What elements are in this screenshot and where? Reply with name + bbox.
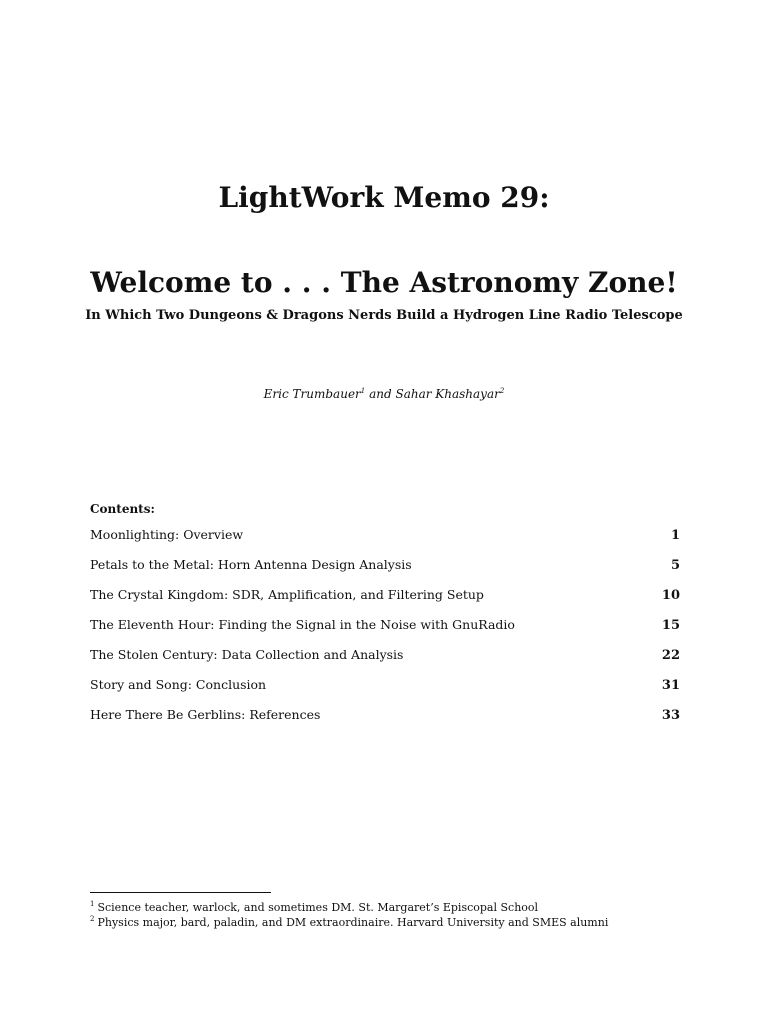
footnote-divider xyxy=(90,892,271,893)
toc-entry-title: Here There Be Gerblins: References xyxy=(90,707,321,722)
footnote-text: Physics major, bard, paladin, and DM extraordinaire. Harvard University and SMES alumni xyxy=(97,916,609,929)
footnote-mark: 2 xyxy=(90,915,95,924)
footnote-text: Science teacher, warlock, and sometimes DM. St. Margaret’s Episcopal School xyxy=(97,901,539,914)
toc-entry-conclusion[interactable] xyxy=(90,677,680,707)
toc-entry-page: 15 xyxy=(661,618,680,633)
contents-heading: Contents: xyxy=(90,502,155,516)
toc-entry-page: 5 xyxy=(670,558,680,573)
toc-entry-horn-antenna[interactable] xyxy=(90,557,680,587)
footnote-2 xyxy=(90,915,710,930)
toc-entry-title: Petals to the Metal: Horn Antenna Design Analysis xyxy=(90,557,412,572)
toc-entry-data-collection[interactable] xyxy=(90,647,680,677)
toc-entry-title: The Crystal Kingdom: SDR, Amplification, and Filtering Setup xyxy=(90,587,484,602)
toc-entry-title: The Eleventh Hour: Finding the Signal in the Noise with GnuRadio xyxy=(90,617,515,632)
toc-entry-page: 22 xyxy=(661,648,680,663)
toc-entry-title: Moonlighting: Overview xyxy=(90,527,244,542)
author-name: Sahar Khashayar xyxy=(395,387,500,401)
footnote-marker[interactable]: 1 xyxy=(360,387,366,395)
toc-entry-page: 1 xyxy=(670,528,680,543)
footnotes xyxy=(90,900,710,930)
footnote-marker[interactable]: 2 xyxy=(499,387,505,395)
toc-entry-page: 31 xyxy=(661,678,680,693)
author-line xyxy=(0,385,768,403)
toc-entry-page: 33 xyxy=(661,708,680,723)
memo-title: LightWork Memo 29: xyxy=(218,181,550,214)
table-of-contents xyxy=(90,527,680,737)
author-name: Eric Trumbauer xyxy=(263,387,361,401)
toc-entry-page: 10 xyxy=(661,588,680,603)
footnote-1 xyxy=(90,900,710,915)
document-subtitle: In Which Two Dungeons & Dragons Nerds Build a Hydrogen Line Radio Telescope xyxy=(85,308,683,323)
author-conjunction: and xyxy=(369,387,392,401)
toc-entry-gnuradio[interactable] xyxy=(90,617,680,647)
toc-entry-references[interactable] xyxy=(90,707,680,737)
footnote-mark: 1 xyxy=(90,900,95,909)
toc-entry-overview[interactable] xyxy=(90,527,680,557)
toc-entry-sdr-setup[interactable] xyxy=(90,587,680,617)
document-title: Welcome to . . . The Astronomy Zone! xyxy=(90,266,678,299)
toc-entry-title: The Stolen Century: Data Collection and Analysis xyxy=(90,647,404,662)
toc-entry-title: Story and Song: Conclusion xyxy=(90,677,267,692)
